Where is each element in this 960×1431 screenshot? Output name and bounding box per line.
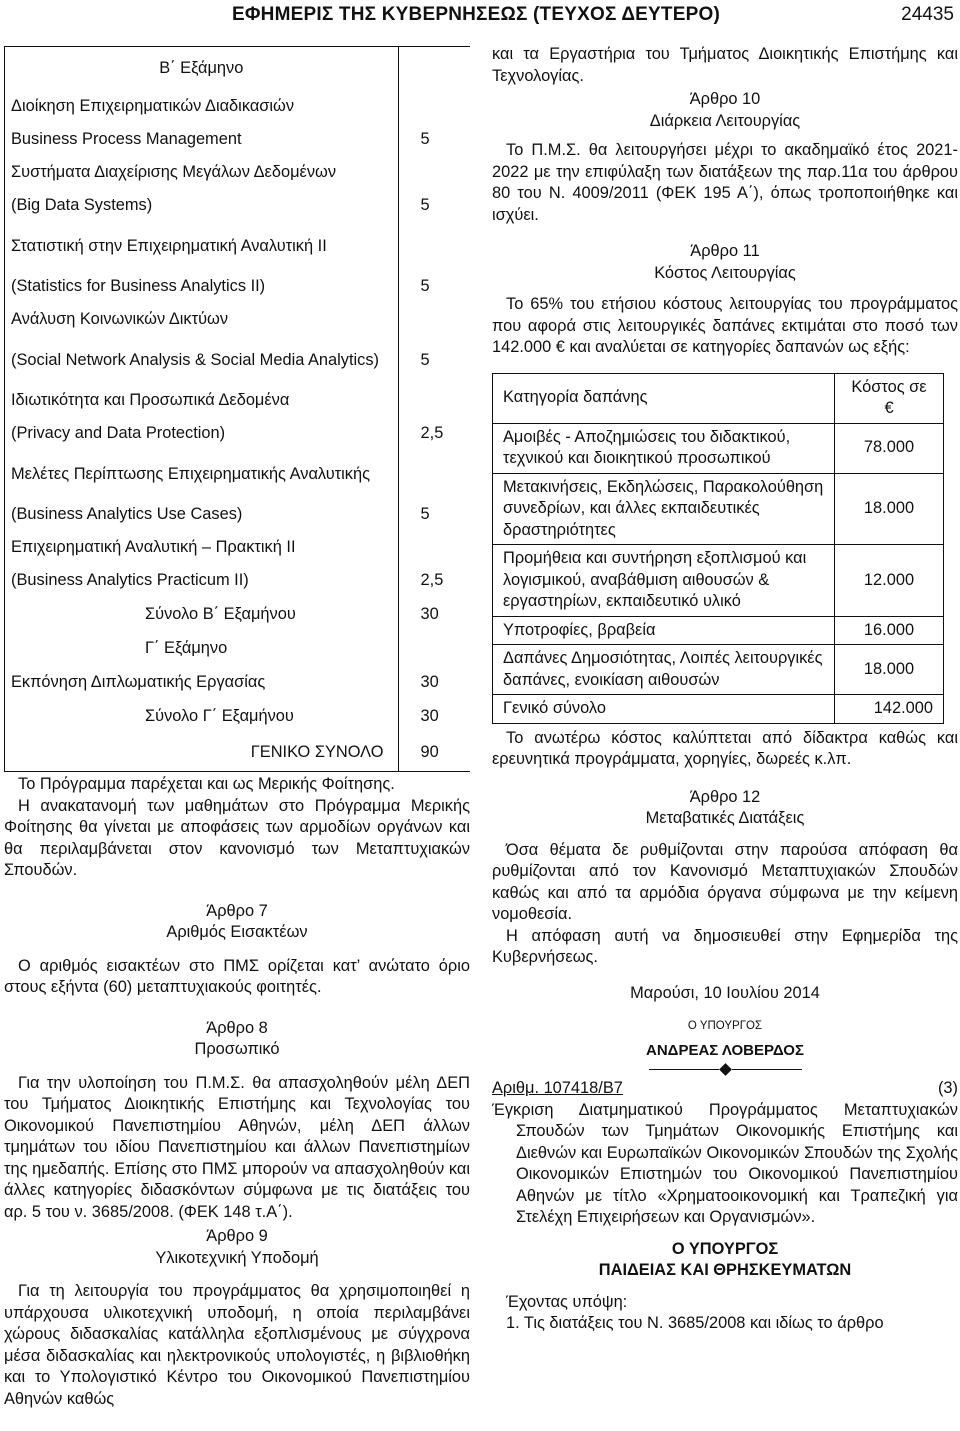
course-ects — [398, 91, 470, 124]
continuation-text: και τα Εργαστήρια του Τμήματος Διοικητικής Επιστήμης και Τεχνολογίας. — [492, 45, 958, 85]
having-regard: Έχοντας υπόψη: — [506, 1292, 628, 1311]
course-ects: 30 — [420, 672, 439, 691]
course-name: Μελέτες Περίπτωσης Επιχειρηματικής Αναλυτικής — [5, 451, 399, 499]
item-1: 1. Τις διατάξεις του Ν. 3685/2008 και ιδίως το άρθρο — [506, 1314, 884, 1332]
grand-total-row — [5, 734, 471, 772]
cost-row — [493, 545, 944, 617]
cost-category: Αμοιβές - Αποζημιώσεις του διδακτικού, τεχνικού και διοικητικού προσωπικού — [493, 423, 835, 473]
course-name: Business Process Management — [5, 124, 399, 157]
semester-b-heading — [5, 47, 471, 91]
minister2-line1: Ο ΥΠΟΥΡΓΟΣ — [671, 1239, 779, 1258]
table-row — [5, 271, 471, 304]
cost-note: Το ανωτέρω κόστος καλύπτεται από δίδακτρα καθώς και ερευνητικά προγράμματα, χορηγίες, δωρεές κ.λπ. — [492, 728, 958, 768]
cost-amount: 12.000 — [835, 545, 944, 617]
table-row — [5, 190, 471, 223]
cost-category: Υποτροφίες, βραβεία — [493, 616, 835, 645]
cost-category: Δαπάνες Δημοσιότητας, Λοιπές λειτουργικές δαπάνες, ενοικίαση αιθουσών — [493, 645, 835, 695]
semester-c-heading — [5, 632, 471, 666]
semester-b-total — [5, 598, 471, 632]
left-column — [4, 46, 470, 1410]
cost-category: Προμήθεια και συντήρηση εξοπλισμού και λογισμικού, αναβάθμιση αιθουσών & εργαστηρίων, εκπαιδευτικό υλικό — [493, 545, 835, 617]
left-body — [4, 774, 470, 1410]
course-ects — [398, 47, 470, 91]
decision-number: Αριθμ. 107418/Β7 — [492, 1079, 623, 1097]
diamond-icon — [719, 1063, 732, 1076]
table-row — [5, 532, 471, 565]
course-ects — [398, 304, 470, 337]
page-number: 24435 — [901, 4, 954, 25]
cost-category: Γενικό σύνολο — [493, 695, 835, 724]
course-ects: 5 — [420, 130, 430, 149]
part-time-paragraph: Η ανακατανομή των μαθημάτων στο Πρόγραμμα Μερικής Φοίτησης θα γίνεται με αποφάσεις των αρμοδίων οργάνων και θα περιλαμβάνεται στον κανονισμό των Μεταπτυχιακών Σπουδών. — [4, 796, 470, 879]
cost-header-row — [493, 373, 944, 423]
course-name: Διοίκηση Επιχειρηματικών Διαδικασιών — [5, 91, 399, 124]
page-header — [0, 0, 960, 34]
course-ects: 5 — [420, 196, 430, 215]
course-name: Γ΄ Εξάμηνο — [5, 632, 399, 666]
course-name: Σύνολο Γ΄ Εξαμήνου — [5, 700, 399, 734]
table-row — [5, 304, 471, 337]
article-11-number: Άρθρο 11 — [690, 242, 760, 260]
course-name: ΓΕΝΙΚΟ ΣΥΝΟΛΟ — [5, 734, 399, 772]
article-10-text: Το Π.Μ.Σ. θα λειτουργήσει μέχρι το ακαδημαϊκό έτος 2021-2022 με την επιφύλαξη των διατάξεων της παρ.11α του άρθρου 80 του Ν. 4009/2011 (ΦΕΚ 195 Α΄), όπως τροποποιήθηκε και ισχύει. — [492, 141, 958, 224]
cost-amount: 18.000 — [835, 645, 944, 695]
semester-c-total — [5, 700, 471, 734]
course-name: (Statistics for Business Analytics II) — [5, 271, 399, 304]
course-ects — [398, 532, 470, 565]
part-time-note: Το Πρόγραμμα παρέχεται και ως Μερικής Φοίτησης. — [18, 775, 395, 793]
table-row — [5, 91, 471, 124]
decision-index: (3) — [937, 1079, 958, 1097]
article-7-title: Αριθμός Εισακτέων — [166, 923, 308, 941]
cost-amount: 18.000 — [835, 473, 944, 545]
article-10-title: Διάρκεια Λειτουργίας — [649, 111, 801, 130]
article-9-title: Υλικοτεχνική Υποδομή — [155, 1248, 319, 1267]
course-name: (Privacy and Data Protection) — [5, 418, 399, 451]
article-8-number: Άρθρο 8 — [206, 1018, 268, 1037]
course-name: Ιδιωτικότητα και Προσωπικά Δεδομένα — [5, 385, 399, 418]
cost-row — [493, 616, 944, 645]
course-ects — [398, 385, 470, 418]
course-ects: 2,5 — [420, 571, 444, 590]
course-name: Συστήματα Διαχείρισης Μεγάλων Δεδομένων — [5, 157, 399, 190]
article-9-number: Άρθρο 9 — [206, 1227, 268, 1245]
course-name: Επιχειρηματική Αναλυτική – Πρακτική ΙΙ — [5, 532, 399, 565]
cost-row — [493, 645, 944, 695]
program-table — [4, 46, 470, 772]
table-row — [5, 124, 471, 157]
course-ects: 30 — [420, 604, 439, 623]
thesis-row — [5, 666, 471, 700]
article-11-title: Κόστος Λειτουργίας — [654, 263, 796, 282]
table-row — [5, 157, 471, 190]
article-8-title: Προσωπικό — [194, 1040, 280, 1058]
table-row — [5, 223, 471, 271]
course-ects: 30 — [420, 706, 439, 725]
course-ects: 5 — [420, 505, 430, 524]
cost-header-amount: Κόστος σε € — [835, 373, 944, 423]
cost-amount: 78.000 — [835, 423, 944, 473]
cost-row — [493, 423, 944, 473]
minister2-line2: ΠΑΙΔΕΙΑΣ ΚΑΙ ΘΡΗΣΚΕΥΜΑΤΩΝ — [598, 1261, 852, 1279]
course-name: (Social Network Analysis & Social Media Analytics) — [5, 337, 399, 385]
minister-name: ΑΝΔΡΕΑΣ ΛΟΒΕΡΔΟΣ — [646, 1041, 804, 1059]
article-12-title: Μεταβατικές Διατάξεις — [645, 809, 805, 827]
course-ects — [398, 223, 470, 271]
decision-title: Έγκριση Διατμηματικού Προγράμματος Μεταπτυχιακών Σπουδών των Τμημάτων Οικονομικής Επιστήμης και Διεθνών και Ευρωπαϊκών Οικονομικών Σπουδών της Σχολής Οικονομικών Επιστημών του Οικονομικού Πανεπιστημίου Αθηνών με τίτλο «Χρηματοοικονομική και Τραπεζική για Στελέχη Επιχειρήσεων και Οργανισμών». — [492, 1100, 958, 1226]
section-divider — [492, 1065, 958, 1074]
article-11-text: Το 65% του ετήσιου κόστους λειτουργίας του προγράμματος που αφορά στις λειτουργικές δαπάνες εκτιμάται στο ποσό των 142.000 € και αναλύεται σε κατηγορίες δαπανών ως εξής: — [492, 295, 958, 356]
cost-amount: 142.000 — [835, 695, 944, 724]
table-row — [5, 337, 471, 385]
cost-amount: 16.000 — [835, 616, 944, 645]
right-column — [492, 44, 958, 1335]
article-10-number: Άρθρο 10 — [689, 90, 761, 108]
course-name: (Big Data Systems) — [5, 190, 399, 223]
cost-row — [493, 695, 944, 724]
article-12-number: Άρθρο 12 — [689, 787, 761, 806]
cost-header-category: Κατηγορία δαπάνης — [493, 373, 835, 423]
table-row — [5, 385, 471, 418]
article-12-text: Όσα θέματα δε ρυθμίζονται στην παρούσα απόφαση θα ρυθμίζονται από τον Κανονισμό Μεταπτυχιακών Σπουδών καθώς και από τα αρμόδια όργανα σύμφωνα με την κείμενη νομοθεσία. — [492, 840, 958, 923]
course-name: Β΄ Εξάμηνο — [5, 47, 399, 91]
course-name: Εκπόνηση Διπλωματικής Εργασίας — [5, 666, 399, 700]
table-row — [5, 451, 471, 499]
table-row — [5, 418, 471, 451]
course-name: Ανάλυση Κοινωνικών Δικτύων — [5, 304, 399, 337]
course-name: (Business Analytics Practicum II) — [5, 565, 399, 598]
course-ects — [398, 157, 470, 190]
course-ects: 2,5 — [420, 424, 444, 443]
article-8-text: Για την υλοποίηση του Π.Μ.Σ. θα απασχοληθούν μέλη ΔΕΠ του Τμήματος Διοικητικής Επιστήμης και Τεχνολογίας του Οικονομικού Πανεπιστημίου Αθηνών, μέλη ΔΕΠ άλλων τμημάτων του ιδίου Πανεπιστημίου και άλλων Πανεπιστημίων της ημεδαπής. Επίσης στο ΠΜΣ μπορούν να απασχοληθούν και άλλες κατηγορίες διδασκόντων σύμφωνα με τις διατάξεις του αρ. 5 του ν. 3685/2008. (ΦΕΚ 148 τ.Α΄). — [4, 1073, 470, 1221]
minister-title: Ο ΥΠΟΥΡΓΟΣ — [687, 1020, 763, 1032]
article-7-number: Άρθρο 7 — [206, 901, 268, 920]
course-ects: 5 — [420, 277, 430, 296]
place-date: Μαρούσι, 10 Ιουλίου 2014 — [630, 983, 820, 1002]
article-7-text: Ο αριθμός εισακτέων στο ΠΜΣ ορίζεται κατ’ ανώτατο όριο στους εξήντα (60) μεταπτυχιακούς φοιτητές. — [4, 956, 470, 996]
decision-header — [492, 1078, 958, 1100]
course-ects — [398, 632, 470, 666]
course-name: (Business Analytics Use Cases) — [5, 499, 399, 532]
course-ects: 90 — [398, 734, 470, 772]
course-name: Σύνολο Β΄ Εξαμήνου — [5, 598, 399, 632]
header-title: ΕΦΗΜΕΡΙΣ ΤΗΣ ΚΥΒΕΡΝΗΣΕΩΣ (ΤΕΥΧΟΣ ΔΕΥΤΕΡΟ) — [232, 4, 720, 25]
table-row — [5, 565, 471, 598]
cost-table — [492, 373, 944, 724]
publish-text: Η απόφαση αυτή να δημοσιευθεί στην Εφημερίδα της Κυβερνήσεως. — [492, 926, 958, 966]
cost-row — [493, 473, 944, 545]
cost-category: Μετακινήσεις, Εκδηλώσεις, Παρακολούθηση συνεδρίων, και άλλες εκπαιδευτικές δραστηριότητες — [493, 473, 835, 545]
article-9-text: Για τη λειτουργία του προγράμματος θα χρησιμοποιηθεί η υπάρχουσα υλικοτεχνική υποδομή, η οποία περιλαμβάνει χώρους διδασκαλίας κατάλληλα εξοπλισμένους με σύγχρονα μέσα διδασκαλίας και ηλεκτρονικούς υπολογιστές, η βιβλιοθήκη και το Υπολογιστικό Κέντρο του Οικονομικού Πανεπιστημίου Αθηνών καθώς — [4, 1282, 470, 1408]
table-row — [5, 499, 471, 532]
course-ects: 5 — [420, 350, 430, 369]
course-ects — [398, 451, 470, 499]
course-name: Στατιστική στην Επιχειρηματική Αναλυτική ΙΙ — [5, 223, 399, 271]
